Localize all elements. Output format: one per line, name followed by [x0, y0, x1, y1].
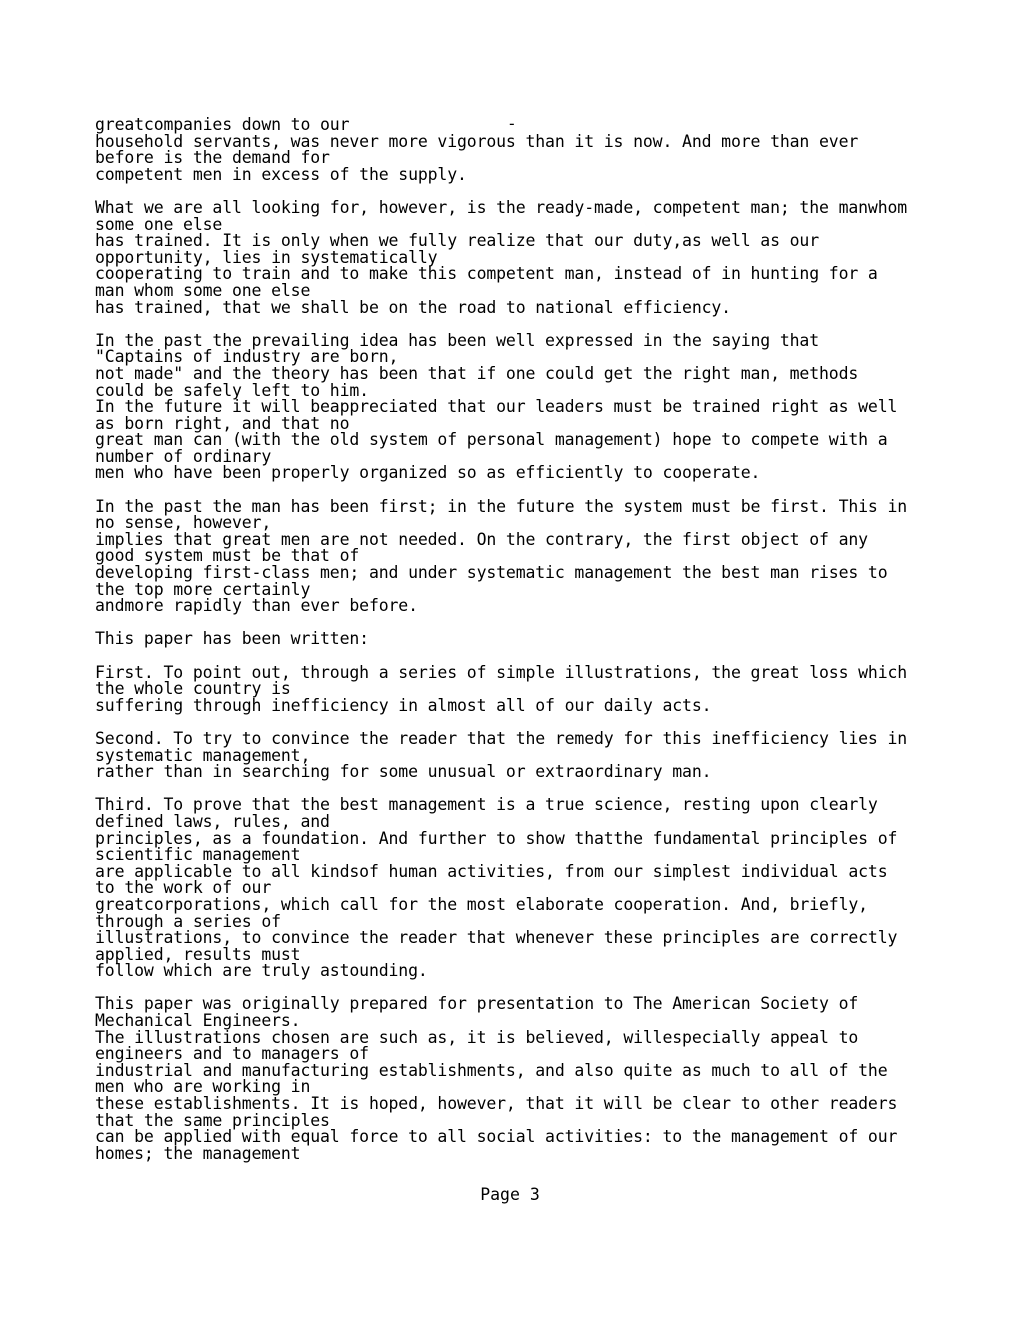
text-line: developing first-class men; and under systematic management the best man rises to: [95, 563, 888, 583]
text-line: implies that great men are not needed. On the contrary, the first object of any: [95, 529, 868, 549]
top-dash-mark: -: [507, 114, 517, 133]
text-line: applied, results must: [95, 944, 301, 964]
document-body: [95, 114, 975, 1163]
text-line: illustrations, to convince the reader that whenever these principles are correctly: [95, 928, 898, 948]
text-line: scientific management: [95, 845, 301, 865]
text-line: industrial and manufacturing establishments, and also quite as much to all of the: [95, 1060, 888, 1080]
text-line: could be safely left to him.: [95, 380, 369, 400]
text-line: cooperating to train and to make this competent man, instead of in hunting for a: [95, 264, 878, 284]
text-line: homes; the management: [95, 1143, 301, 1163]
text-line: Mechanical Engineers.: [95, 1011, 301, 1031]
text-line: Third. To prove that the best management is a true science, resting upon clearly: [95, 795, 878, 815]
text-line: the top more certainly: [95, 579, 311, 599]
text-line: household servants, was never more vigorous than it is now. And more than ever: [95, 131, 859, 151]
text-line: Second. To try to convince the reader that the remedy for this inefficiency lies in: [95, 728, 908, 748]
text-line: before is the demand for: [95, 148, 330, 168]
text-line: principles, as a foundation. And further to show thatthe fundamental principles of: [95, 828, 898, 848]
text-line: no sense, however,: [95, 513, 272, 533]
text-line: these establishments. It is hoped, however, that it will be clear to other readers: [95, 1094, 898, 1114]
text-line: In the past the man has been first; in the future the system must be first. This in: [95, 496, 908, 516]
text-line: greatcorporations, which call for the most elaborate cooperation. And, briefly,: [95, 894, 868, 914]
text-line: opportunity, lies in systematically: [95, 247, 438, 267]
text-line: can be applied with equal force to all social activities: to the management of our: [95, 1127, 898, 1147]
text-line: "Captains of industry are born,: [95, 347, 399, 367]
text-line: engineers and to managers of: [95, 1044, 369, 1064]
text-line: the whole country is: [95, 679, 291, 699]
text-line: great man can (with the old system of personal management) hope to compete with a: [95, 430, 888, 450]
text-line: are applicable to all kindsof human activities, from our simplest individual acts: [95, 861, 888, 881]
text-line: has trained, that we shall be on the road to national efficiency.: [95, 297, 731, 317]
text-line: as born right, and that no: [95, 413, 350, 433]
text-line: andmore rapidly than ever before.: [95, 596, 418, 616]
text-line: to the work of our: [95, 878, 272, 898]
text-line: suffering through inefficiency in almost all of our daily acts.: [95, 695, 712, 715]
text-line: greatcompanies down to our: [95, 115, 350, 134]
text-line: through a series of: [95, 911, 281, 931]
text-line: The illustrations chosen are such as, it is believed, willespecially appeal to: [95, 1027, 859, 1047]
text-line: systematic management,: [95, 745, 311, 765]
text-line: that the same principles: [95, 1110, 330, 1130]
text-line: follow which are truly astounding.: [95, 961, 428, 981]
text-line: rather than in searching for some unusual or extraordinary man.: [95, 762, 712, 782]
text-line: This paper was originally prepared for presentation to The American Society of: [95, 994, 859, 1014]
text-line: some one else: [95, 214, 223, 234]
text-line: number of ordinary: [95, 446, 272, 466]
text-line: not made" and the theory has been that if one could get the right man, methods: [95, 363, 859, 383]
text-line: man whom some one else: [95, 280, 311, 300]
text-line: good system must be that of: [95, 546, 360, 566]
text-line: men who have been properly organized so as efficiently to cooperate.: [95, 463, 761, 483]
text-line: This paper has been written:: [95, 629, 369, 649]
page-number: Page 3: [480, 1185, 540, 1204]
text-line: In the past the prevailing idea has been well expressed in the saying that: [95, 330, 820, 350]
text-line: defined laws, rules, and: [95, 811, 330, 831]
text-line: men who are working in: [95, 1077, 311, 1097]
text-line: First. To point out, through a series of simple illustrations, the great loss which: [95, 662, 908, 682]
text-line: In the future it will beappreciated that our leaders must be trained right as well: [95, 397, 898, 417]
text-line: competent men in excess of the supply.: [95, 164, 467, 184]
text-line: What we are all looking for, however, is the ready-made, competent man; the manwhom: [95, 197, 908, 217]
text-line: has trained. It is only when we fully realize that our duty,as well as our: [95, 231, 820, 251]
